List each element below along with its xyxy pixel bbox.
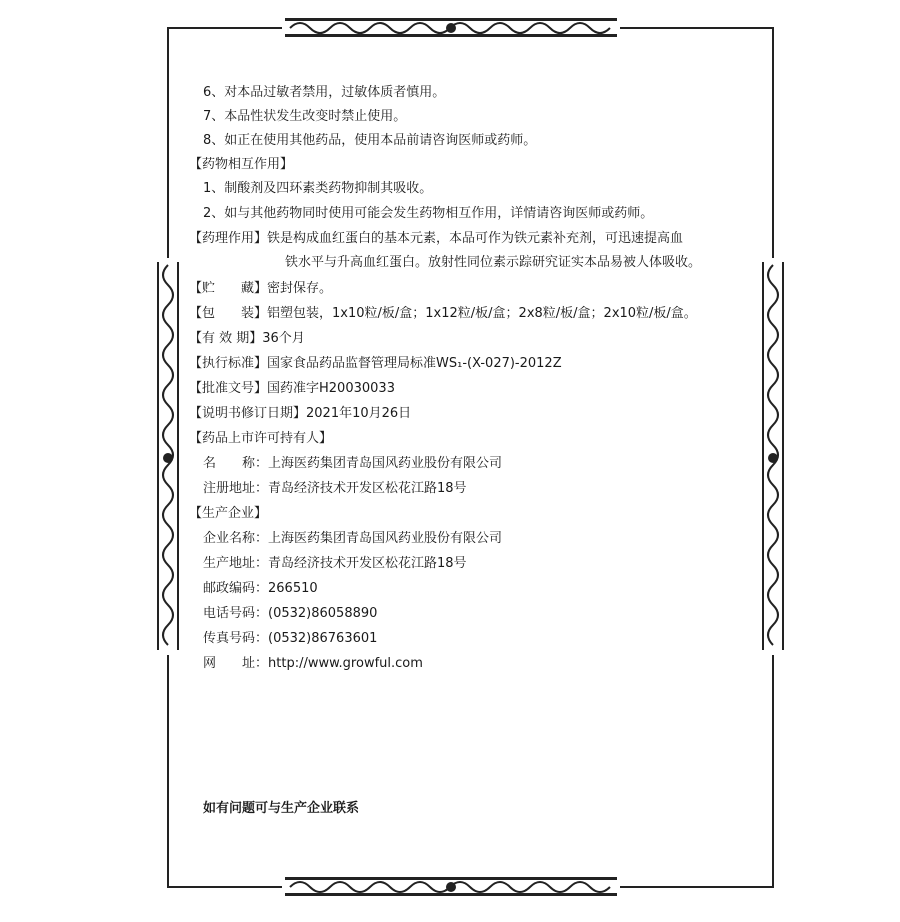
approval-value: 国药准字H20030033: [267, 381, 395, 396]
holder-addr-row: [203, 480, 467, 498]
holder-heading: 【药品上市许可持有人】: [189, 431, 333, 446]
precaution-7: 7、本品性状发生改变时禁止使用。: [203, 109, 407, 124]
standard-label: 【执行标准】: [189, 356, 268, 371]
holder-addr: 青岛经济技术开发区松花江路18号: [268, 481, 467, 496]
holder-name-row: [203, 455, 502, 473]
package-label: 【包 装】: [189, 306, 268, 321]
mfr-tel: (0532)86058890: [268, 606, 378, 621]
validity-row: [189, 330, 305, 348]
pharmacology-row: [189, 230, 683, 248]
approval-label: 【批准文号】: [189, 381, 268, 396]
holder-addr-label: 注册地址：: [203, 481, 269, 496]
footer-note: 如有问题可与生产企业联系: [203, 801, 360, 816]
mfr-zip-row: [203, 580, 318, 598]
pharmacology-label: 【药理作用】: [189, 231, 268, 246]
validity-value: 36个月: [262, 331, 305, 346]
storage-row: [189, 280, 332, 298]
mfr-web-label: 网 址：: [203, 656, 269, 671]
mfr-web: http://www.growful.com: [268, 656, 423, 671]
pharmacology-line1: 铁是构成血红蛋白的基本元素，本品可作为铁元素补充剂，可迅速提高血: [267, 231, 684, 246]
mfr-name: 上海医药集团青岛国风药业股份有限公司: [268, 531, 503, 546]
mfr-tel-label: 电话号码：: [203, 606, 269, 621]
package-value: 铝塑包装，1x10粒/板/盒；1x12粒/板/盒；2x8粒/板/盒；2x10粒/板/盒。: [267, 306, 697, 321]
standard-row: [189, 355, 562, 373]
validity-label: 【有 效 期】: [189, 331, 263, 346]
mfr-tel-row: [203, 605, 377, 623]
mfr-name-row: [203, 530, 502, 548]
mfr-addr-label: 生产地址：: [203, 556, 269, 571]
holder-name-label: 名 称：: [203, 456, 269, 471]
mfr-addr-row: [203, 555, 467, 573]
mfr-name-label: 企业名称：: [203, 531, 269, 546]
pharmacology-line2: 铁水平与升高血红蛋白。放射性同位素示踪研究证实本品易被人体吸收。: [285, 255, 702, 270]
storage-value: 密封保存。: [267, 281, 333, 296]
revision-row: [189, 405, 411, 423]
revision-value: 2021年10月26日: [306, 406, 412, 421]
storage-label: 【贮 藏】: [189, 281, 268, 296]
interaction-heading: 【药物相互作用】: [189, 157, 294, 172]
revision-label: 【说明书修订日期】: [189, 406, 307, 421]
top-ornament: [285, 18, 617, 37]
interaction-item-2: 2、如与其他药物同时使用可能会发生药物相互作用，详情请咨询医师或药师。: [203, 206, 654, 221]
mfr-zip: 266510: [268, 581, 318, 596]
mfr-zip-label: 邮政编码：: [203, 581, 269, 596]
mfr-web-row: [203, 655, 423, 673]
mfr-fax-label: 传真号码：: [203, 631, 269, 646]
mfr-fax-row: [203, 630, 377, 648]
interaction-item-1: 1、制酸剂及四环素类药物抑制其吸收。: [203, 181, 433, 196]
precaution-6: 6、对本品过敏者禁用，过敏体质者慎用。: [203, 85, 446, 100]
manufacturer-heading: 【生产企业】: [189, 506, 268, 521]
standard-value: 国家食品药品监督管理局标准WS₁-(X-027)-2012Z: [267, 356, 562, 371]
holder-name: 上海医药集团青岛国风药业股份有限公司: [268, 456, 503, 471]
mfr-fax: (0532)86763601: [268, 631, 378, 646]
approval-row: [189, 380, 395, 398]
precaution-8: 8、如正在使用其他药品，使用本品前请咨询医师或药师。: [203, 133, 537, 148]
bottom-ornament: [285, 877, 617, 896]
mfr-addr: 青岛经济技术开发区松花江路18号: [268, 556, 467, 571]
package-row: [189, 305, 697, 323]
